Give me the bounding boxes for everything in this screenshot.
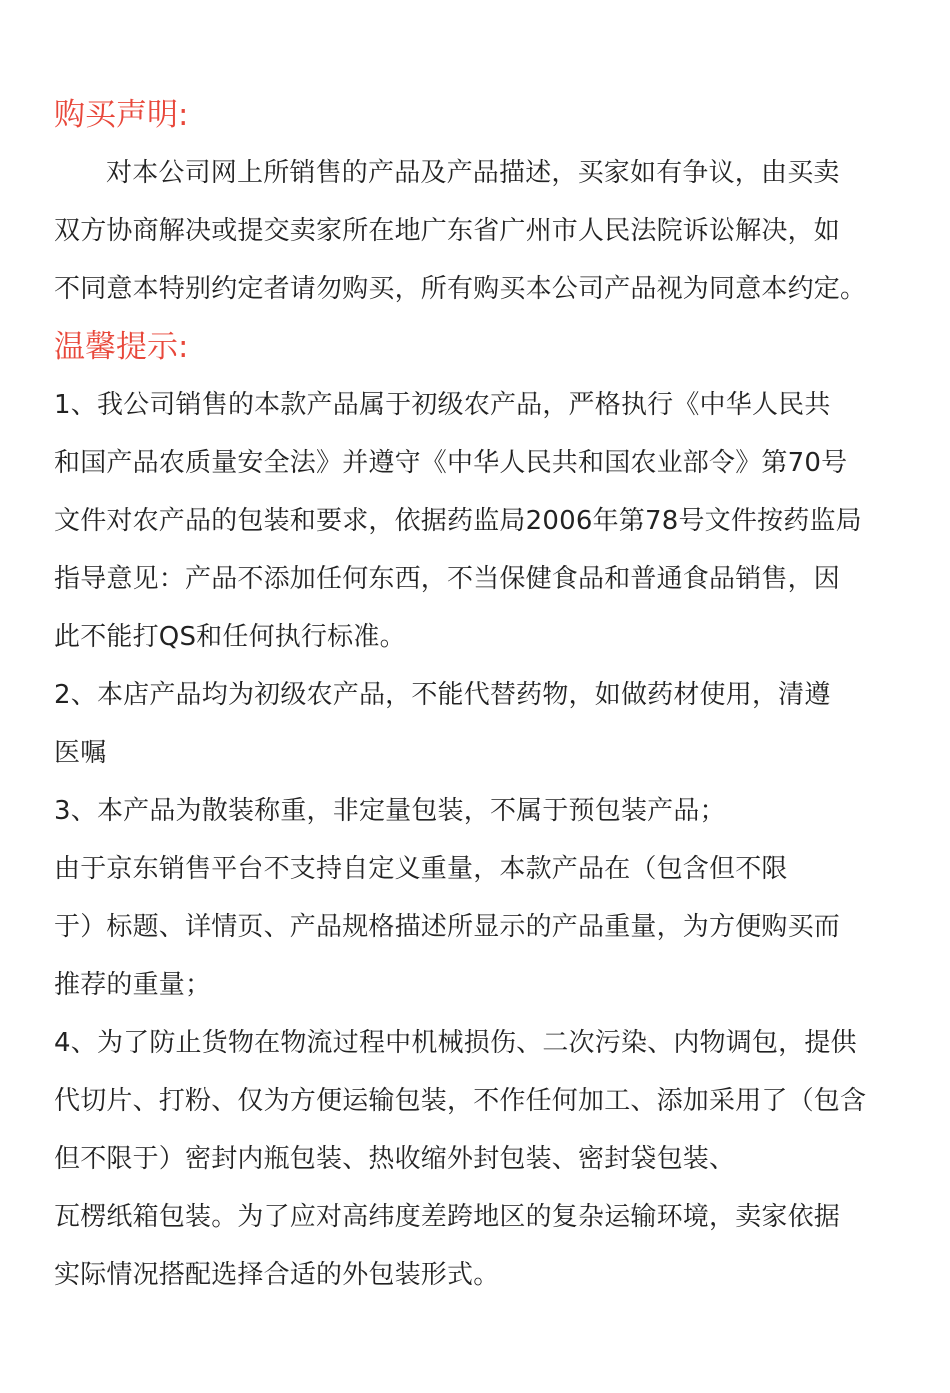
tips-line: 瓦楞纸箱包装。为了应对高纬度差跨地区的复杂运输环境，卖家依据 — [54, 1202, 841, 1232]
tips-line: 但不限于）密封内瓶包装、热收缩外封包装、密封袋包装、 — [54, 1144, 736, 1174]
tips-body — [54, 376, 934, 1304]
purchase-notice-document — [54, 86, 934, 1304]
tips-heading: 温馨提示: — [54, 329, 189, 365]
tips-line: 4、为了防止货物在物流过程中机械损伤、二次污染、内物调包，提供 — [54, 1028, 857, 1058]
tips-line: 2、本店产品均为初级农产品，不能代替药物，如做药材使用，清遵 — [54, 680, 831, 710]
tips-line: 指导意见：产品不添加任何东西，不当保健食品和普通食品销售，因 — [54, 564, 841, 594]
tips-line: 于）标题、详情页、产品规格描述所显示的产品重量，为方便购买而 — [54, 912, 841, 942]
tips-line: 推荐的重量； — [54, 970, 212, 1000]
declaration-line: 不同意本特别约定者请勿购买，所有购买本公司产品视为同意本约定。 — [54, 274, 867, 304]
declaration-body — [54, 144, 934, 318]
tips-line: 此不能打QS和任何执行标准。 — [54, 622, 406, 652]
tips-line: 文件对农产品的包装和要求，依据药监局2006年第78号文件按药监局 — [54, 506, 862, 536]
tips-line: 医嘱 — [54, 738, 107, 768]
tips-line: 实际情况搭配选择合适的外包装形式。 — [54, 1260, 500, 1290]
tips-line: 和国产品农质量安全法》并遵守《中华人民共和国农业部令》第70号 — [54, 448, 848, 478]
declaration-heading: 购买声明: — [54, 97, 189, 133]
tips-line: 代切片、打粉、仅为方便运输包装，不作任何加工、添加采用了（包含 — [54, 1086, 867, 1116]
tips-line: 3、本产品为散装称重，非定量包装，不属于预包装产品； — [54, 796, 726, 826]
tips-line: 1、我公司销售的本款产品属于初级农产品，严格执行《中华人民共 — [54, 390, 831, 420]
tips-line: 由于京东销售平台不支持自定义重量，本款产品在（包含但不限 — [54, 854, 788, 884]
declaration-line: 对本公司网上所销售的产品及产品描述，买家如有争议，由买卖 — [106, 158, 840, 188]
declaration-line: 双方协商解决或提交卖家所在地广东省广州市人民法院诉讼解决，如 — [54, 216, 841, 246]
